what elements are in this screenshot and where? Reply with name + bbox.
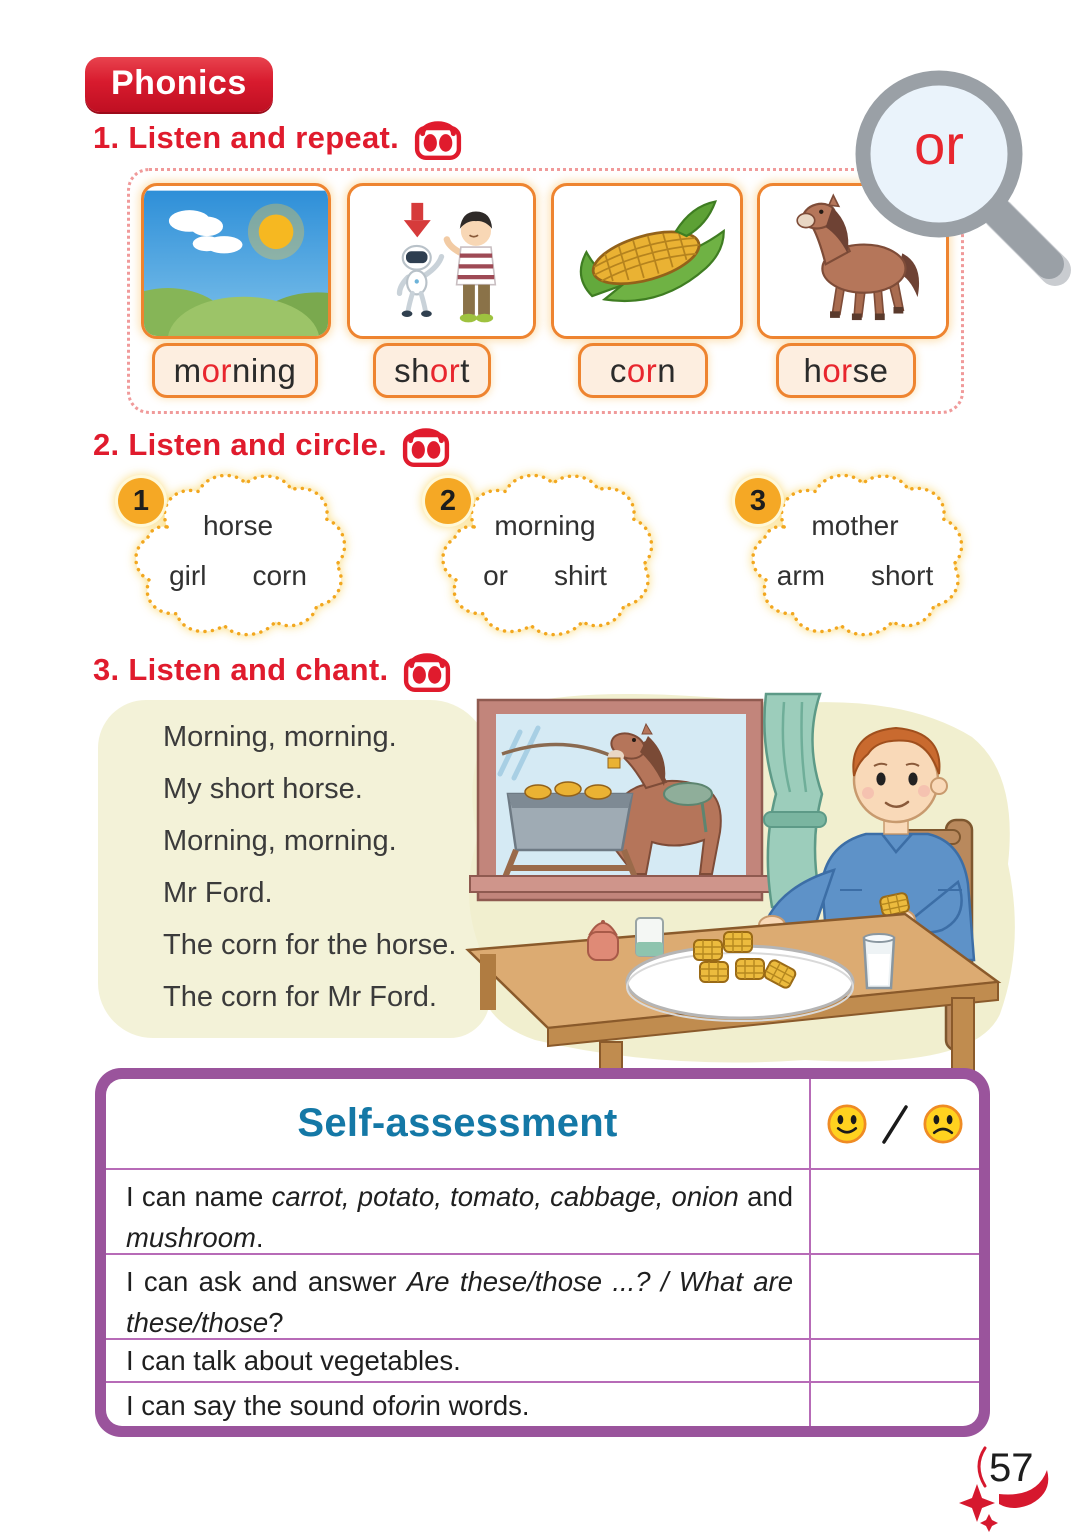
chant-illustration	[450, 682, 1025, 1072]
self-assessment-title: Self-assessment	[297, 1101, 618, 1145]
headphones-icon	[400, 648, 454, 692]
cloud-word: corn	[252, 560, 307, 591]
section-3-heading	[93, 648, 454, 692]
assessment-row-1: I can name carrot, potato, tomato, cabbage, onion and mushroom.	[106, 1168, 809, 1253]
cloud-word: shirt	[554, 560, 607, 591]
headphones-icon	[411, 116, 465, 160]
card-image-morning	[141, 183, 331, 339]
circle-cloud-2	[425, 466, 665, 648]
word-label-morning: m or ning	[152, 343, 318, 398]
morning-scene-illustration	[144, 186, 328, 336]
glass-of-milk	[864, 934, 894, 988]
assessment-row-2: I can ask and answer Are these/those ...? / What are these/those?	[106, 1253, 809, 1338]
window-scene	[470, 700, 770, 900]
happy-face-icon	[825, 1102, 869, 1146]
assessment-answer-cell	[809, 1381, 979, 1426]
slash-divider	[875, 1101, 915, 1147]
phonics-badge: Phonics	[85, 57, 273, 112]
section-1-title: 1. Listen and repeat.	[93, 120, 400, 155]
self-assessment-table	[95, 1068, 990, 1437]
word-label-horse: h or se	[776, 343, 916, 398]
card-image-corn	[551, 183, 743, 339]
cloud-word: girl	[169, 560, 207, 591]
page-number: 57	[955, 1440, 1065, 1532]
cloud-number-badge: 1	[118, 478, 164, 524]
circle-cloud-1	[118, 466, 358, 648]
corn-illustration	[554, 186, 740, 336]
section-2-heading	[93, 423, 453, 467]
cloud-word: or	[483, 560, 508, 591]
chant-line: The corn for Mr Ford.	[163, 981, 437, 1013]
chant-line: Mr Ford.	[163, 877, 273, 909]
chant-line: My short horse.	[163, 773, 363, 805]
chant-line: Morning, morning.	[163, 825, 397, 857]
section-3-title: 3. Listen and chant.	[93, 652, 389, 687]
word-label-short: sh or t	[373, 343, 491, 398]
chant-line: Morning, morning.	[163, 721, 397, 753]
cloud-word: horse	[202, 510, 274, 541]
card-image-short	[347, 183, 536, 339]
robot-and-boy-illustration	[350, 186, 533, 336]
cloud-word: morning	[494, 510, 596, 541]
word-label-corn: c or n	[578, 343, 708, 398]
cloud-number-badge: 3	[735, 478, 781, 524]
assessment-row-3: I can talk about vegetables.	[106, 1338, 809, 1381]
chant-line: The corn for the horse.	[163, 929, 457, 961]
circle-cloud-3	[735, 466, 975, 648]
assessment-row-4: I can say the sound of or in words.	[106, 1381, 809, 1426]
cloud-word: arm	[776, 560, 825, 591]
section-1-heading	[93, 116, 465, 160]
chant-text	[163, 711, 456, 1023]
assessment-answer-cell	[809, 1168, 979, 1253]
cloud-number-badge: 2	[425, 478, 471, 524]
headphones-icon	[399, 423, 453, 467]
assessment-faces	[809, 1079, 979, 1168]
magnifying-glass-icon	[843, 58, 1078, 293]
sad-face-icon	[921, 1102, 965, 1146]
cloud-word: short	[870, 560, 934, 591]
magnifier-sound-text: or	[914, 113, 964, 176]
section-2-title: 2. Listen and circle.	[93, 427, 388, 462]
cloud-word: mother	[811, 510, 899, 541]
assessment-answer-cell	[809, 1338, 979, 1381]
cup	[636, 918, 663, 956]
assessment-answer-cell	[809, 1253, 979, 1338]
